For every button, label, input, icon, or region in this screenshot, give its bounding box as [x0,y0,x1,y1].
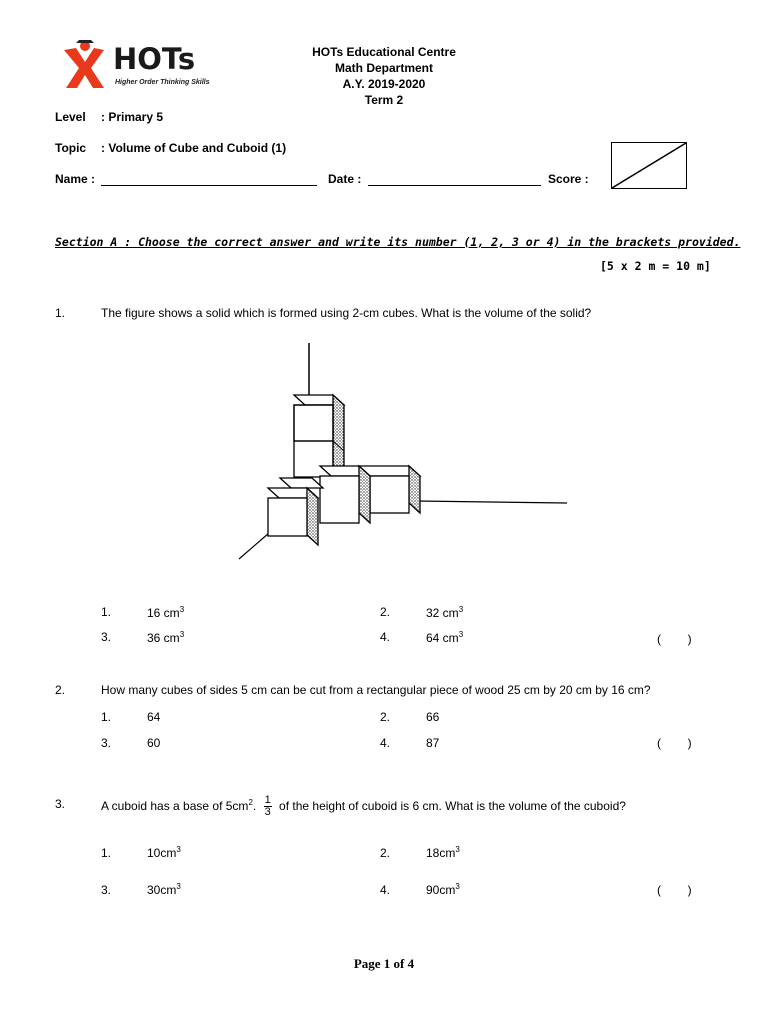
q1-option-4-value: 64 $cm^3$ [426,630,464,645]
q1-option-1-number: 1. [101,605,112,619]
cube-solid-figure [225,335,575,565]
q2-option-3-number: 3. [101,736,112,750]
q1-answer-bracket[interactable]: ( ) [657,632,692,646]
q1-option-1-value: 16 $cm^3$ [147,605,185,620]
term: Term 2 [364,93,404,107]
q1-option-4-number: 4. [380,630,391,644]
academic-year: A.Y. 2019-2020 [342,77,426,91]
level-value: : Primary 5 [101,110,164,124]
name-label: Name : [55,172,96,186]
q1-number: 1. [55,306,66,320]
q2-option-4-value: 87 [426,736,440,750]
q1-option-3-value: 36 $cm^3$ [147,630,185,645]
score-label: Score : [548,172,589,186]
school-name: HOTs Educational Centre [312,45,456,59]
q3-option-4-value: $90cm^3$ [426,882,460,897]
logo-figure-icon [64,48,104,88]
q3-number: 3. [55,797,66,811]
q2-option-1-value: 64 [147,710,161,724]
q2-answer-bracket[interactable]: ( ) [657,736,692,750]
q3-answer-bracket[interactable]: ( ) [657,883,692,897]
logo-tagline: Higher Order Thinking Skills [115,79,210,86]
department: Math Department [334,61,433,75]
q2-option-2-number: 2. [380,710,391,724]
score-diagonal [612,143,686,188]
topic-value: : Volume of Cube and Cuboid (1) [101,141,287,155]
q1-option-2-number: 2. [380,605,391,619]
section-marks: [5 x 2 m = 10 m] [600,259,711,273]
section-instruction: Section A : Choose the correct answer and write its number (1, 2, 3 or 4) in the brackets provided. [55,235,741,249]
q2-option-1-number: 1. [101,710,112,724]
q2-option-2-value: 66 [426,710,440,724]
q1-option-2-value: 32 $cm^3$ [426,605,464,620]
q3-text: A cuboid has a base of $5cm^2$. $\frac{1}{3}$ of the height of cuboid is 6 cm. What is the volume of the cuboid? [101,794,626,819]
name-field[interactable] [101,173,317,186]
q2-option-4-number: 4. [380,736,391,750]
logo-text: HOTs [113,42,196,76]
date-label: Date : [328,172,362,186]
q2-option-3-value: 60 [147,736,161,750]
q3-option-3-value: $30cm^3$ [147,882,181,897]
level-label: Level [55,110,86,124]
date-field[interactable] [368,173,541,186]
page-number: Page 1 of 4 [353,956,415,971]
topic-label: Topic [55,141,87,155]
q3-option-1-value: $10cm^3$ [147,845,181,860]
q1-text: The figure shows a solid which is formed using 2-cm cubes. What is the volume of the solid? [101,306,592,320]
q2-text: How many cubes of sides 5 cm can be cut from a rectangular piece of wood 25 cm by 20 cm by 16 cm? [101,683,651,697]
score-box[interactable] [611,142,687,189]
q3-option-1-number: 1. [101,846,112,860]
q1-option-3-number: 3. [101,630,112,644]
q3-option-4-number: 4. [380,883,391,897]
q3-option-2-value: $18cm^3$ [426,845,460,860]
q3-option-2-number: 2. [380,846,391,860]
q3-option-3-number: 3. [101,883,112,897]
q2-number: 2. [55,683,66,697]
q3-fraction: $\frac{1}{3}$ [264,794,271,819]
